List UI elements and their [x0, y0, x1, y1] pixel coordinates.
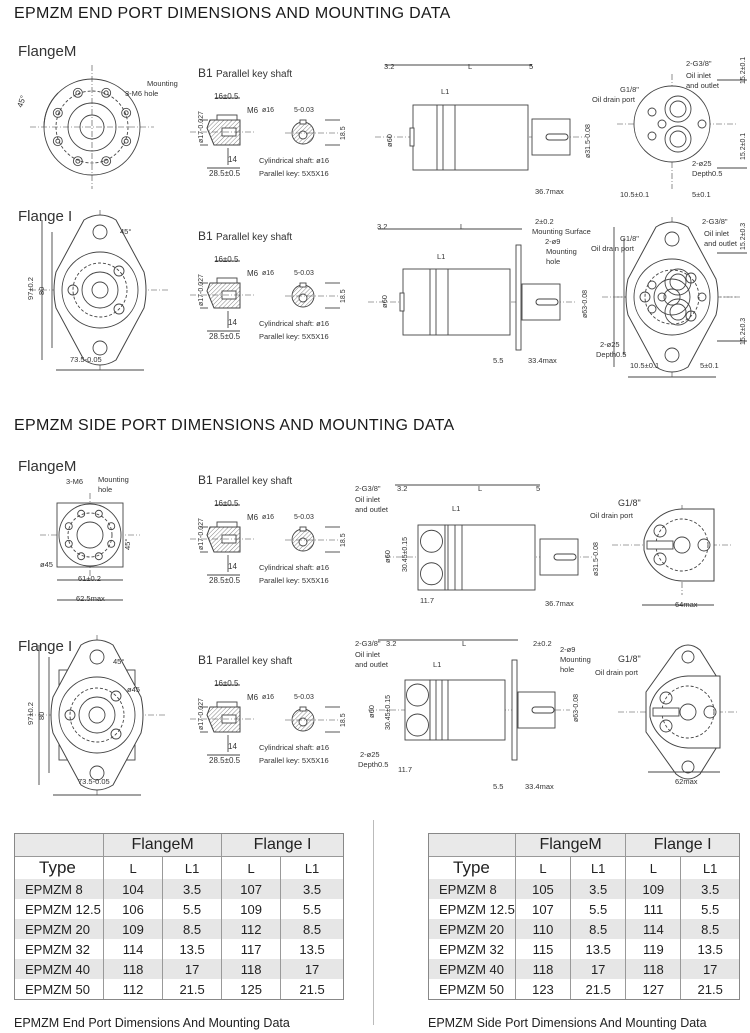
- dimension-label: 11.7: [420, 596, 435, 605]
- value-cell: 17: [571, 959, 626, 979]
- b1-parallel-key-shaft-drawing: [190, 653, 347, 765]
- sub-header: L1: [281, 857, 343, 880]
- dimension-label: 3-M6 hole: [125, 89, 159, 98]
- dimension-label: ø17-0.027: [198, 274, 205, 306]
- value-cell: 8.5: [681, 919, 739, 939]
- dimension-label: 64max: [675, 600, 698, 609]
- dimension-label: Oil drain port: [595, 668, 638, 677]
- side-view: [355, 639, 591, 791]
- type-cell: EPMZM 40: [15, 959, 104, 979]
- end-view: [591, 217, 747, 377]
- b1-parallel-key-shaft-drawing: [190, 66, 347, 178]
- table-row: [15, 899, 343, 919]
- dimension-label: 45°: [120, 227, 132, 236]
- value-cell: 111: [626, 899, 681, 919]
- dimension-label: and outlet: [355, 660, 388, 669]
- dimension-label: ø45: [40, 560, 53, 569]
- group-header-flange-m: FlangeM: [104, 834, 222, 857]
- table-row: [429, 879, 739, 899]
- value-cell: 109: [222, 899, 281, 919]
- shaft-prefix: B1: [198, 473, 213, 487]
- dimension-label: 16±0.5: [214, 679, 239, 688]
- table-row: [15, 979, 343, 999]
- value-cell: 3.5: [681, 879, 739, 899]
- dimension-label: Mounting: [147, 79, 178, 88]
- dimension-label: Mounting: [546, 247, 577, 256]
- dimension-label: 5: [529, 62, 534, 71]
- dimension-label: 28.5±0.5: [209, 576, 241, 585]
- dimension-label: 2±0.2: [533, 639, 552, 648]
- type-cell: EPMZM 20: [15, 919, 104, 939]
- value-cell: 118: [222, 959, 281, 979]
- dimension-label: L1: [437, 252, 446, 261]
- end-port-section-title: EPMZM END PORT DIMENSIONS AND MOUNTING DATA: [14, 5, 451, 22]
- type-cell: EPMZM 40: [429, 959, 515, 979]
- group-header-flange-m: FlangeM: [515, 834, 625, 857]
- end-view: [595, 645, 738, 786]
- dimension-label: Parallel key: 5X5X16: [259, 576, 329, 585]
- dimension-label: 5.5: [493, 782, 504, 791]
- dimension-label: ø31.5-0.08: [593, 542, 600, 576]
- flange-i-side-port-view: [26, 635, 167, 795]
- value-cell: 21.5: [571, 979, 626, 999]
- dimension-label: L: [478, 484, 483, 493]
- value-cell: 5.5: [163, 899, 222, 919]
- dimension-label: 15.2±0.1: [740, 56, 747, 84]
- side-view: [355, 484, 600, 608]
- table-row: [15, 939, 343, 959]
- table-row: [429, 959, 739, 979]
- dimension-label: 2-G3/8": [686, 59, 712, 68]
- dimension-label: 18.5: [340, 713, 347, 727]
- value-cell: 3.5: [571, 879, 626, 899]
- dimension-label: M6: [247, 269, 259, 278]
- dimension-label: 30.45±0.15: [385, 695, 392, 730]
- dimension-label: L: [468, 62, 473, 71]
- dimension-label: 28.5±0.5: [209, 169, 241, 178]
- dimension-label: Mounting: [98, 475, 129, 484]
- dimension-label: 5-0.03: [294, 270, 314, 277]
- dimension-label: 2-ø9: [560, 645, 576, 654]
- dimension-label: 14: [228, 742, 237, 751]
- value-cell: 5.5: [681, 899, 739, 919]
- value-cell: 17: [163, 959, 222, 979]
- type-header: Type: [453, 858, 490, 877]
- value-cell: 115: [515, 939, 570, 959]
- value-cell: 13.5: [571, 939, 626, 959]
- value-cell: 107: [515, 899, 570, 919]
- value-cell: 112: [104, 979, 163, 999]
- value-cell: 104: [104, 879, 163, 899]
- dimension-label: 11.7: [398, 765, 413, 774]
- dimension-label: 3-M6: [66, 477, 84, 486]
- table-caption: EPMZM End Port Dimensions And Mounting Data: [14, 1016, 290, 1030]
- table-caption: EPMZM Side Port Dimensions And Mounting Data: [428, 1016, 707, 1030]
- dimension-label: 10.5±0.1: [620, 190, 650, 199]
- dimensions-table: [428, 833, 740, 1000]
- dimension-label: hole: [98, 485, 113, 494]
- dimension-label: 2-G3/8": [702, 217, 728, 226]
- dimension-label: 14: [228, 155, 237, 164]
- dimension-label: 45°: [123, 538, 132, 550]
- dimension-label: 5.5: [493, 356, 504, 365]
- value-cell: 105: [515, 879, 570, 899]
- value-cell: 21.5: [281, 979, 343, 999]
- value-cell: 118: [515, 959, 570, 979]
- dimension-label: 33.4max: [525, 782, 554, 791]
- value-cell: 5.5: [571, 899, 626, 919]
- dimension-label: 97±0.2: [26, 702, 35, 725]
- dimension-label: L1: [441, 87, 450, 96]
- value-cell: 125: [222, 979, 281, 999]
- dimension-label: Mounting: [560, 655, 591, 664]
- dimension-label: M6: [247, 106, 259, 115]
- dimension-label: 45°: [113, 657, 125, 666]
- dimension-label: Oil drain port: [591, 244, 634, 253]
- dimension-label: ø45: [127, 685, 140, 694]
- shaft-title: Parallel key shaft: [216, 69, 293, 80]
- dimension-label: ø60: [383, 550, 392, 563]
- end-view: [590, 498, 732, 609]
- dimension-label: Depth0.5: [358, 760, 389, 769]
- value-cell: 127: [626, 979, 681, 999]
- table-row: [429, 939, 739, 959]
- value-cell: 118: [626, 959, 681, 979]
- dimension-label: ø16: [262, 514, 275, 521]
- dimension-label: Parallel key: 5X5X16: [259, 169, 329, 178]
- type-cell: EPMZM 12.5: [439, 901, 515, 917]
- dimension-label: 18.5: [340, 533, 347, 547]
- type-cell: EPMZM 8: [15, 879, 104, 899]
- dimension-label: 2-G3/8": [355, 639, 381, 648]
- shaft-prefix: B1: [198, 66, 213, 80]
- dimension-label: hole: [546, 257, 561, 266]
- group-header-row: [429, 834, 739, 857]
- dimension-label: 16±0.5: [214, 499, 239, 508]
- b1-parallel-key-shaft-drawing: [190, 229, 347, 341]
- dimension-label: Parallel key: 5X5X16: [259, 332, 329, 341]
- dimension-label: G1/8": [618, 654, 641, 664]
- value-cell: 107: [222, 879, 281, 899]
- dimension-label: 80: [37, 711, 46, 720]
- group-header-flange-i: Flange I: [222, 834, 343, 857]
- dimension-label: Depth0.5: [596, 350, 627, 359]
- value-cell: 110: [515, 919, 570, 939]
- flange-m-side-port-view: [40, 475, 140, 603]
- dimension-label: Cylindrical shaft: ø16: [259, 156, 330, 165]
- shaft-prefix: B1: [198, 229, 213, 243]
- dimension-label: L1: [433, 660, 442, 669]
- dimension-label: 10.5±0.1: [630, 361, 660, 370]
- group-header-flange-i: Flange I: [626, 834, 739, 857]
- column-divider: [373, 820, 374, 1025]
- dimension-label: 2±0.2: [535, 217, 554, 226]
- dimension-label: 97±0.2: [26, 277, 35, 300]
- dimension-label: Oil inlet: [686, 71, 712, 80]
- dimension-label: Oil drain port: [592, 95, 635, 104]
- dimension-label: and outlet: [355, 505, 388, 514]
- dimension-label: Oil inlet: [355, 650, 381, 659]
- type-cell: EPMZM 32: [25, 941, 91, 957]
- dimension-label: 14: [228, 562, 237, 571]
- dimension-label: 5±0.1: [700, 361, 719, 370]
- type-header: Type: [39, 858, 76, 877]
- dimension-label: L: [462, 639, 467, 648]
- dimension-label: Oil inlet: [355, 495, 381, 504]
- flange-heading: FlangeM: [18, 458, 77, 475]
- dimension-label: ø63-0.08: [582, 289, 589, 318]
- dimension-label: 28.5±0.5: [209, 332, 241, 341]
- dimension-label: ø17-0.027: [198, 111, 205, 143]
- dimension-label: ø16: [262, 107, 275, 114]
- dimension-label: Depth0.5: [692, 169, 723, 178]
- dimension-label: ø60: [380, 295, 389, 308]
- table-row: [15, 919, 343, 939]
- group-header-row: [15, 834, 343, 857]
- dimension-label: 3.2: [377, 222, 388, 231]
- value-cell: 8.5: [281, 919, 343, 939]
- dimension-label: 2-ø9: [545, 237, 561, 246]
- dimension-label: hole: [560, 665, 575, 674]
- dimension-label: 18.5: [340, 289, 347, 303]
- table-row: [429, 919, 739, 939]
- dimension-label: Cylindrical shaft: ø16: [259, 319, 330, 328]
- value-cell: 3.5: [281, 879, 343, 899]
- dimension-label: 2-G3/8": [355, 484, 381, 493]
- type-cell: EPMZM 8: [429, 879, 515, 899]
- value-cell: 13.5: [281, 939, 343, 959]
- dimension-label: 45°: [15, 94, 29, 109]
- dimension-label: 3.2: [386, 639, 397, 648]
- dimension-label: G1/8": [620, 85, 639, 94]
- type-cell: EPMZM 32: [439, 941, 505, 957]
- dimension-label: ø60: [385, 134, 394, 147]
- dimension-label: 30.45±0.15: [402, 537, 409, 572]
- dimension-label: 5±0.1: [692, 190, 711, 199]
- dimension-label: G1/8": [620, 234, 639, 243]
- dimension-label: 73.5-0.05: [78, 777, 110, 786]
- value-cell: 8.5: [571, 919, 626, 939]
- dimension-label: ø60: [367, 705, 376, 718]
- value-cell: 114: [626, 919, 681, 939]
- dimension-label: ø63-0.08: [573, 693, 580, 722]
- dimension-label: 36.7max: [545, 599, 574, 608]
- value-cell: 21.5: [163, 979, 222, 999]
- dimensions-table: [14, 833, 344, 1000]
- dimensions-table-grid: [15, 834, 343, 999]
- sub-header: L: [515, 857, 570, 880]
- dimension-label: 14: [228, 318, 237, 327]
- side-view: [375, 62, 592, 196]
- flange-heading: Flange I: [18, 208, 73, 225]
- sub-header: L1: [571, 857, 626, 880]
- dimension-label: 5-0.03: [294, 514, 314, 521]
- type-cell: EPMZM 12.5: [25, 901, 101, 917]
- end-view: [592, 57, 747, 199]
- value-cell: 17: [681, 959, 739, 979]
- dimension-label: 80: [37, 286, 46, 295]
- type-cell: EPMZM 50: [25, 981, 91, 997]
- flange-i-front-view: [26, 210, 170, 370]
- dimension-label: 15.2±0.3: [740, 317, 747, 345]
- dimension-label: 61±0.2: [78, 574, 101, 583]
- dimension-label: L1: [452, 504, 461, 513]
- shaft-title: Parallel key shaft: [216, 232, 293, 243]
- dimension-label: 2-ø25: [360, 750, 380, 759]
- sub-header: L1: [163, 857, 222, 880]
- sub-header: L: [222, 857, 281, 880]
- dimension-label: ø31.5-0.08: [585, 124, 592, 158]
- value-cell: 109: [104, 919, 163, 939]
- table-row: [429, 899, 739, 919]
- blank-header: [429, 834, 515, 857]
- dimension-label: 36.7max: [535, 187, 564, 196]
- dimension-label: L: [460, 222, 465, 231]
- sub-header: L1: [681, 857, 739, 880]
- flange-heading: FlangeM: [18, 43, 77, 60]
- dimension-label: 15.2±0.1: [740, 132, 747, 160]
- dimension-label: 2-ø25: [600, 340, 620, 349]
- dimension-label: 18.5: [340, 126, 347, 140]
- dimension-label: Parallel key: 5X5X16: [259, 756, 329, 765]
- dimension-label: 16±0.5: [214, 92, 239, 101]
- dimension-label: 5: [536, 484, 541, 493]
- value-cell: 3.5: [163, 879, 222, 899]
- value-cell: 106: [104, 899, 163, 919]
- dimension-label: 15.2±0.3: [740, 222, 747, 250]
- shaft-title: Parallel key shaft: [216, 656, 293, 667]
- dimension-label: 73.5-0.05: [70, 355, 102, 364]
- shaft-prefix: B1: [198, 653, 213, 667]
- dimension-label: Cylindrical shaft: ø16: [259, 563, 330, 572]
- dimension-label: 33.4max: [528, 356, 557, 365]
- value-cell: 21.5: [681, 979, 739, 999]
- sub-header: L: [626, 857, 681, 880]
- dimension-label: G1/8": [618, 498, 641, 508]
- value-cell: 17: [281, 959, 343, 979]
- dimension-label: ø16: [262, 270, 275, 277]
- dimension-label: ø17-0.027: [198, 698, 205, 730]
- dimension-label: 28.5±0.5: [209, 756, 241, 765]
- dimension-label: 2-ø25: [692, 159, 712, 168]
- dimension-label: 62max: [675, 777, 698, 786]
- dimension-label: 62.5max: [76, 594, 105, 603]
- value-cell: 5.5: [281, 899, 343, 919]
- dimension-label: and outlet: [704, 239, 737, 248]
- sub-header: L: [104, 857, 163, 880]
- value-cell: 114: [104, 939, 163, 959]
- type-cell: EPMZM 20: [429, 919, 515, 939]
- value-cell: 109: [626, 879, 681, 899]
- dimension-label: 5-0.03: [294, 694, 314, 701]
- dimension-label: ø16: [262, 694, 275, 701]
- side-view: [368, 217, 591, 365]
- dimension-label: and outlet: [686, 81, 719, 90]
- flange-m-front-view: [15, 65, 177, 189]
- value-cell: 119: [626, 939, 681, 959]
- dimension-label: 3.2: [384, 62, 395, 71]
- shaft-title: Parallel key shaft: [216, 476, 293, 487]
- table-row: [429, 979, 739, 999]
- dimension-label: Oil drain port: [590, 511, 633, 520]
- dimension-label: 5-0.03: [294, 107, 314, 114]
- dimension-label: M6: [247, 693, 259, 702]
- flange-heading: Flange I: [18, 638, 73, 655]
- dimension-label: Oil inlet: [704, 229, 730, 238]
- value-cell: 123: [515, 979, 570, 999]
- value-cell: 118: [104, 959, 163, 979]
- dimension-label: 16±0.5: [214, 255, 239, 264]
- dimension-label: ø17-0.027: [198, 518, 205, 550]
- dimension-label: Mounting Surface: [532, 227, 591, 236]
- sub-header-row: [15, 857, 343, 880]
- b1-parallel-key-shaft-drawing: [190, 473, 347, 585]
- value-cell: 8.5: [163, 919, 222, 939]
- dimension-label: 3.2: [397, 484, 408, 493]
- side-port-section-title: EPMZM SIDE PORT DIMENSIONS AND MOUNTING DATA: [14, 417, 455, 434]
- table-row: [15, 959, 343, 979]
- dimension-label: M6: [247, 513, 259, 522]
- value-cell: 13.5: [681, 939, 739, 959]
- blank-header: [15, 834, 104, 857]
- table-row: [15, 879, 343, 899]
- value-cell: 112: [222, 919, 281, 939]
- type-cell: EPMZM 50: [439, 981, 505, 997]
- dimension-label: Cylindrical shaft: ø16: [259, 743, 330, 752]
- value-cell: 13.5: [163, 939, 222, 959]
- dimensions-table-grid: [429, 834, 739, 999]
- value-cell: 117: [222, 939, 281, 959]
- sub-header-row: [429, 857, 739, 880]
